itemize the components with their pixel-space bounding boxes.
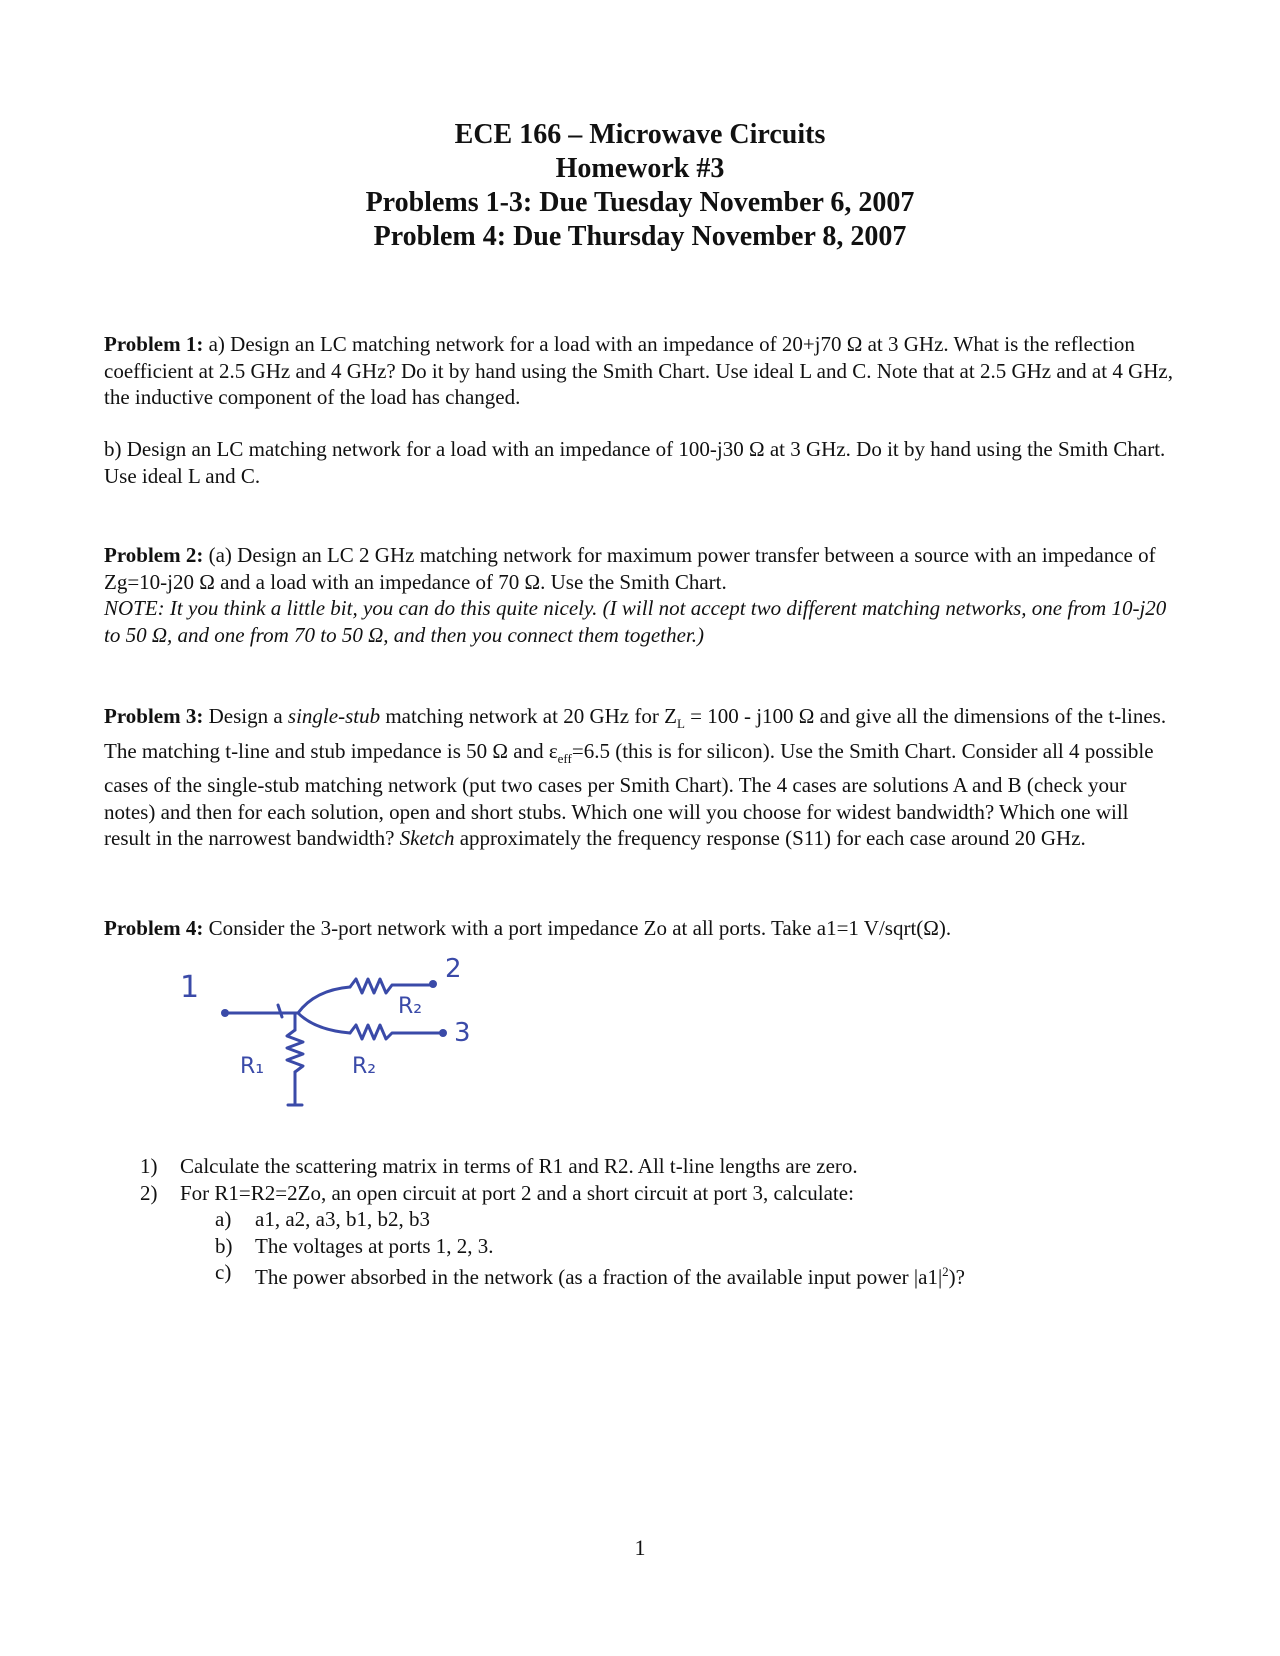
problem-1-part-a: a) Design an LC matching network for a load with an impedance of 20+j70 Ω at 3 GHz. What is the reflection coefficient at 2.5 GHz and 4 GHz? Do it by hand using the Smith Chart. Use ideal L and C. Note that at 2.5 GHz and at 4 GHz, the inductive component of the load has changed. [104, 332, 1173, 409]
problem-3-eff-subscript: eff [557, 750, 572, 766]
squared-superscript: 2 [942, 1264, 949, 1279]
problem-2-text: (a) Design an LC 2 GHz matching network for maximum power transfer between a source with an impedance of Zg=10-j20 Ω and a load with an impedance of 70 Ω. Use the Smith Chart. [104, 543, 1156, 594]
problem-3-text-3: matching network at 20 GHz for Z [380, 704, 677, 728]
sub-list-item [140, 1233, 1180, 1260]
port-2-label: 2 [445, 955, 462, 984]
page-number: 1 [634, 1535, 646, 1560]
problem-4-text: Consider the 3-port network with a port impedance Zo at all ports. Take a1=1 V/sqrt(Ω). [203, 916, 952, 940]
list-item-number: 1) [140, 1154, 158, 1178]
problem-3-emph-sketch: Sketch [399, 826, 455, 851]
problem-2-note: NOTE: It you think a little bit, you can do this quite nicely. (I will not accept two different matching networks, one from 10-j20 to 50 Ω, and one from 70 to 50 Ω, and then you connect them together.) [104, 596, 1167, 647]
sub-list-item-letter: c) [215, 1260, 232, 1284]
problem-1-part-b: b) Design an LC matching network for a load with an impedance of 100-j30 Ω at 3 GHz. Do it by hand using the Smith Chart. Use ideal L and C. [104, 437, 1166, 488]
title-block [0, 118, 1280, 254]
problem-4 [104, 915, 1179, 942]
port-2-terminal [429, 980, 437, 988]
port-1-terminal [221, 1009, 229, 1017]
course-title: ECE 166 – Microwave Circuits [454, 119, 826, 150]
sub-list-item-letter: a) [215, 1207, 232, 1231]
list-item-text: Calculate the scattering matrix in terms of R1 and R2. All t-line lengths are zero. [180, 1154, 858, 1178]
problem-1-label: Problem 1: [104, 332, 204, 356]
r2-lower-label: R₂ [352, 1054, 377, 1079]
sub-list-item [140, 1206, 1180, 1233]
problem-3 [104, 703, 1179, 852]
problem-3-text-1: Design a [203, 704, 288, 728]
resistor-r2-lower [350, 1025, 440, 1039]
three-port-network-sketch [170, 955, 510, 1130]
upper-branch-wire [298, 987, 350, 1013]
problem-3-text-7: approximately the frequency response (S11) for each case around 20 GHz. [454, 826, 1086, 851]
problem-4-questions [140, 1153, 1180, 1291]
problem-3-text-4: = 100 - j100 Ω and give all the dimensions of the t-lines. The matching t-line and stub impedance is 50 Ω and ε [104, 704, 1167, 763]
r1-label: R₁ [240, 1054, 265, 1079]
problem-3-label: Problem 3: [104, 704, 204, 728]
list-item [140, 1180, 1180, 1207]
problem-3-text-5: =6.5 (this is for silicon). Use the Smith Chart. Consider all 4 possible cases of the single-stub matching network (put two cases per Smith Chart). The 4 cases are solutions A and B (check your notes) and then for each solution, open and short stubs. Which one will you choose for widest bandwidth? Which one will result in the narrowest bandwidth? [104, 738, 1154, 851]
sub-list-item-text: a1, a2, a3, b1, b2, b3 [255, 1207, 430, 1231]
problem-2-label: Problem 2: [104, 543, 204, 567]
resistor-r1 [287, 1030, 303, 1072]
list-item [140, 1153, 1180, 1180]
list-item-text: For R1=R2=2Zo, an open circuit at port 2 and a short circuit at port 3, calculate: [180, 1180, 854, 1205]
lower-branch-wire [298, 1013, 350, 1033]
problem-1-part-b-block [104, 436, 1179, 489]
port-3-terminal [439, 1029, 447, 1037]
due-date-problems-1-3: Problems 1-3: Due Tuesday November 6, 2007 [365, 187, 915, 218]
sub-list-item-letter: b) [215, 1233, 233, 1258]
junction-tick [278, 1005, 282, 1017]
port-1-label: 1 [180, 970, 200, 1005]
problem-4-label: Problem 4: [104, 916, 204, 940]
resistor-r2-upper [350, 979, 430, 993]
port-3-label: 3 [454, 1018, 471, 1048]
problem-1 [104, 331, 1179, 411]
sub-list-item [140, 1259, 1180, 1291]
list-item-number: 2) [140, 1180, 158, 1205]
r2-upper-label: R₂ [398, 994, 423, 1019]
sub-list-item-text-end: )? [948, 1265, 965, 1289]
homework-title: Homework #3 [555, 153, 725, 184]
sub-list-item-text: The power absorbed in the network (as a fraction of the available input power |a1| [255, 1265, 943, 1289]
problem-3-emph-single-stub: single-stub [287, 704, 381, 728]
due-date-problem-4: Problem 4: Due Thursday November 8, 2007 [373, 221, 907, 252]
sub-list-item-text: The voltages at ports 1, 2, 3. [255, 1233, 494, 1258]
problem-3-zl-subscript: L [676, 716, 685, 732]
problem-2 [104, 542, 1179, 648]
